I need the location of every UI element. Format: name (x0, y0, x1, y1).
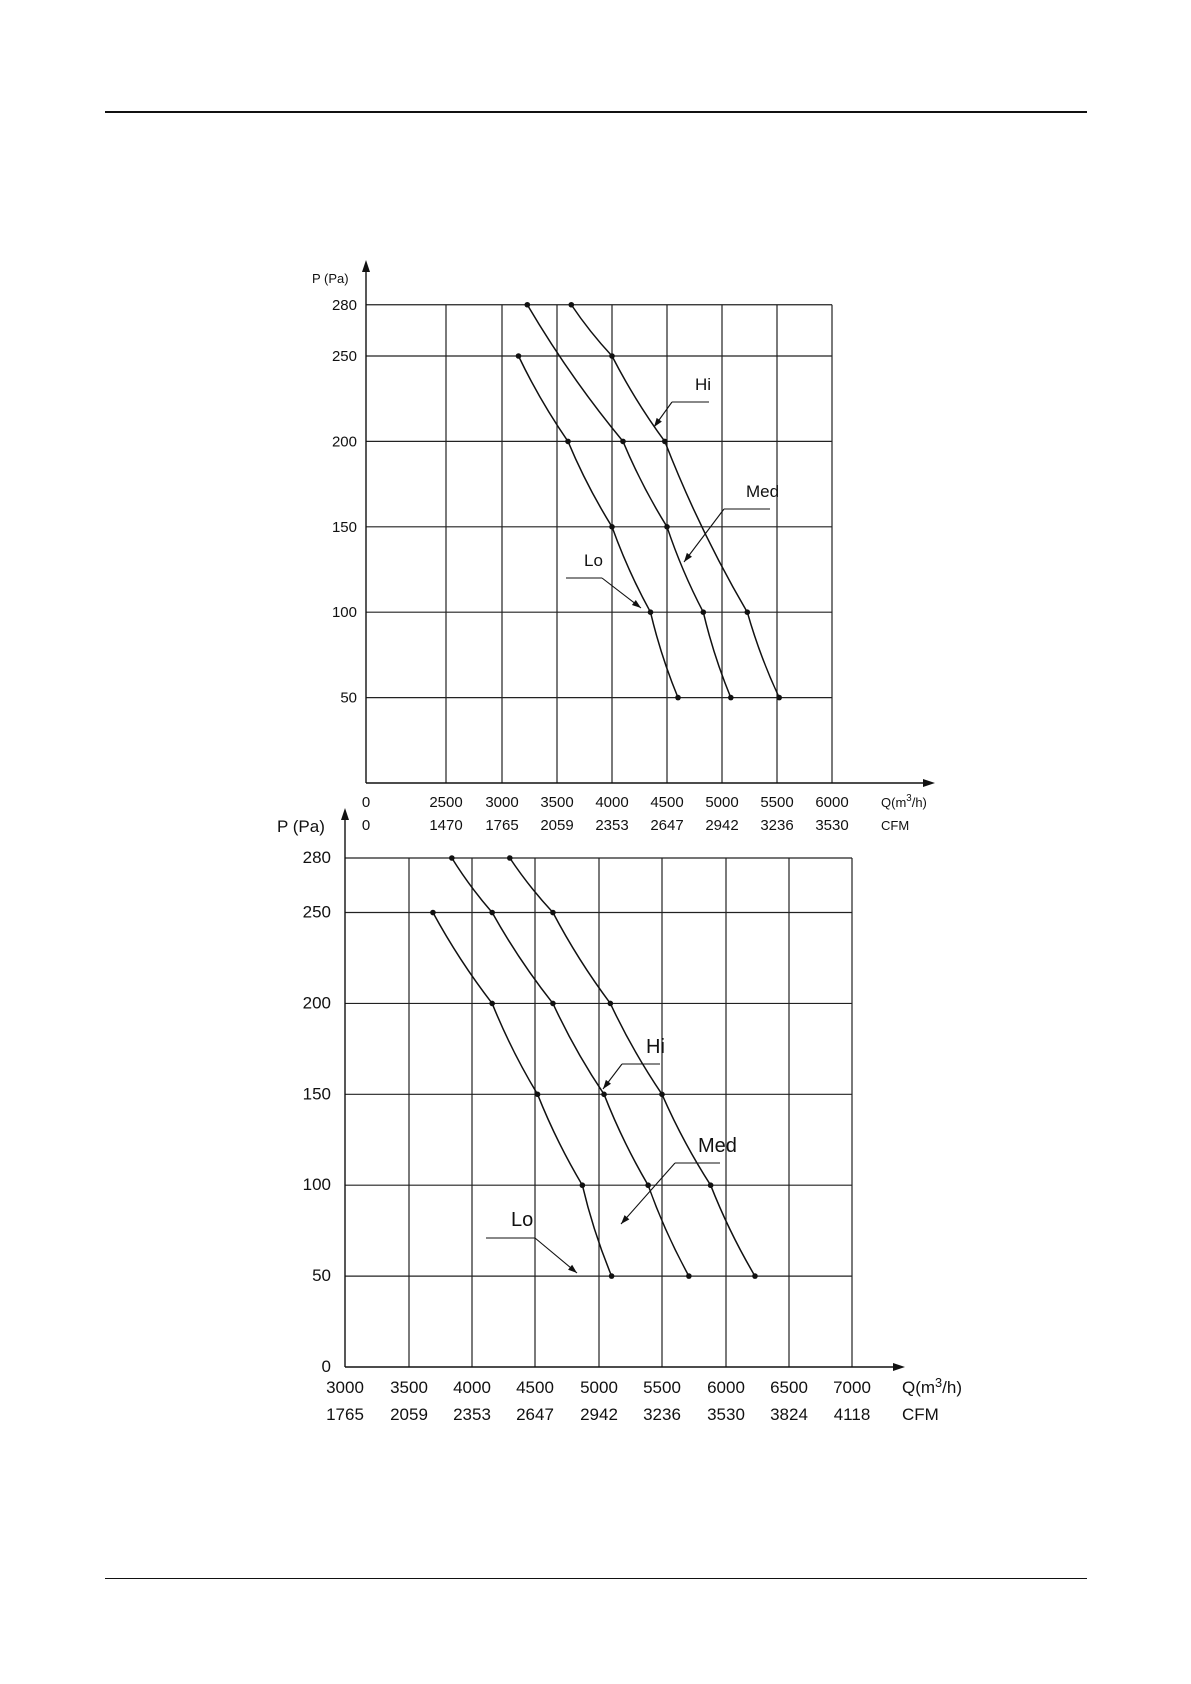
x-tick-label: 3500 (390, 1378, 428, 1397)
y-axis-arrow (362, 260, 370, 272)
leader-arrowhead (654, 418, 662, 427)
x-axis-label-sup: 3 (906, 793, 912, 804)
series-line-med (527, 305, 731, 698)
data-point-hi (569, 302, 575, 308)
x-axis-label-prefix: Q(m (902, 1378, 936, 1397)
cfm-tick-label: 2353 (453, 1405, 491, 1424)
y-tick-label: 0 (321, 1357, 331, 1376)
series-label-hi: Hi (646, 1036, 665, 1058)
x-tick-label: 4000 (595, 794, 629, 811)
x-tick-label: 6000 (707, 1378, 745, 1397)
data-point-lo (516, 353, 522, 359)
x-axis-label (881, 793, 927, 810)
cfm-tick-label: 3236 (760, 817, 794, 834)
data-point-lo (675, 695, 681, 701)
cfm-tick-label: 3236 (643, 1405, 681, 1424)
data-point-lo (565, 439, 571, 445)
data-point-med (449, 855, 455, 861)
data-point-lo (648, 609, 654, 615)
data-point-med (601, 1092, 607, 1098)
data-point-hi (708, 1182, 714, 1188)
data-point-med (525, 302, 531, 308)
x-tick-label: 4500 (650, 794, 684, 811)
data-point-med (489, 910, 495, 916)
cfm-tick-label: 4118 (833, 1405, 871, 1424)
series-line-hi (510, 858, 755, 1276)
x-tick-label: 4000 (453, 1378, 491, 1397)
x-tick-label: 5500 (760, 794, 794, 811)
x-tick-label: 5000 (580, 1378, 618, 1397)
series-line-med (452, 858, 689, 1276)
y-tick-label: 100 (302, 1175, 331, 1195)
data-point-med (686, 1273, 692, 1279)
cfm-tick-label: 1765 (485, 817, 519, 834)
data-point-lo (535, 1092, 541, 1098)
data-point-med (550, 1001, 556, 1007)
y-tick-label: 150 (331, 518, 357, 536)
series-label-med: Med (746, 482, 780, 501)
cfm-axis-label: CFM (881, 818, 910, 833)
data-point-hi (662, 439, 668, 445)
y-tick-label: 50 (312, 1266, 331, 1286)
x-axis-arrow (893, 1363, 905, 1371)
x-axis-label (902, 1375, 962, 1397)
cfm-tick-label: 0 (361, 817, 371, 834)
data-point-hi (608, 1001, 614, 1007)
x-axis-arrow (923, 779, 935, 787)
cfm-tick-label: 2059 (390, 1405, 428, 1424)
cfm-tick-label: 3824 (770, 1405, 808, 1424)
y-tick-label: 100 (331, 604, 357, 622)
leader-arrowhead (684, 553, 692, 562)
y-tick-label: 150 (302, 1084, 331, 1104)
data-point-lo (489, 1001, 495, 1007)
data-point-med (664, 524, 670, 530)
pressure-flow-chart-1 (0, 250, 1191, 850)
x-tick-label: 5000 (705, 794, 739, 811)
x-axis-label-prefix: Q(m (881, 795, 907, 810)
y-tick-label: 50 (340, 689, 357, 707)
x-tick-label: 6000 (815, 794, 849, 811)
leader-arrow-line (621, 1163, 675, 1224)
y-tick-label: 250 (302, 902, 331, 922)
series-label-lo: Lo (584, 551, 603, 570)
series-label-med: Med (698, 1135, 737, 1157)
y-tick-label: 200 (302, 993, 331, 1013)
cfm-tick-label: 2942 (705, 817, 739, 834)
data-point-hi (752, 1273, 758, 1279)
x-axis-label-suffix: /h) (911, 795, 927, 810)
x-tick-label: 4500 (516, 1378, 554, 1397)
leader-arrow-line (684, 509, 724, 562)
y-tick-label: 250 (331, 348, 357, 365)
cfm-tick-label: 2942 (580, 1405, 618, 1424)
data-point-hi (659, 1092, 665, 1098)
y-axis-label: P (Pa) (312, 271, 349, 286)
data-point-lo (430, 910, 436, 916)
cfm-tick-label: 1470 (429, 817, 463, 834)
cfm-tick-label: 1765 (326, 1405, 364, 1424)
header-rule (105, 111, 1087, 113)
data-point-hi (550, 910, 556, 916)
x-tick-label: 3000 (485, 794, 519, 811)
data-point-med (620, 439, 626, 445)
data-point-hi (745, 609, 751, 615)
cfm-tick-label: 2059 (540, 817, 574, 834)
y-tick-label: 280 (331, 296, 357, 314)
x-tick-label: 5500 (643, 1378, 681, 1397)
x-tick-label: 6500 (770, 1378, 808, 1397)
data-point-lo (609, 524, 615, 530)
data-point-med (645, 1182, 651, 1188)
y-tick-label: 280 (302, 847, 331, 867)
data-point-med (728, 695, 734, 701)
x-tick-label: 2500 (429, 794, 463, 811)
footer-rule (105, 1578, 1087, 1579)
leader-arrowhead (603, 1080, 611, 1089)
y-axis-label: P (Pa) (277, 817, 325, 836)
cfm-tick-label: 2353 (595, 817, 629, 834)
x-tick-label: 7000 (833, 1378, 871, 1397)
series-label-lo: Lo (511, 1209, 534, 1231)
x-axis-label-suffix: /h) (942, 1378, 962, 1397)
data-point-lo (609, 1273, 615, 1279)
cfm-tick-label: 3530 (815, 817, 849, 834)
series-label-hi: Hi (695, 375, 712, 394)
x-axis-label-sup: 3 (935, 1375, 943, 1390)
cfm-tick-label: 2647 (516, 1405, 554, 1424)
data-point-hi (776, 695, 782, 701)
cfm-tick-label: 3530 (707, 1405, 745, 1424)
series-line-hi (571, 305, 779, 698)
cfm-axis-label: CFM (902, 1405, 939, 1424)
data-point-med (701, 609, 707, 615)
x-tick-label: 3500 (540, 794, 574, 811)
data-point-hi (507, 855, 513, 861)
x-tick-label: 3000 (326, 1378, 364, 1397)
y-tick-label: 200 (331, 433, 357, 451)
data-point-lo (580, 1182, 586, 1188)
x-tick-label: 0 (361, 794, 371, 811)
leader-arrowhead (632, 600, 641, 608)
cfm-tick-label: 2647 (650, 817, 684, 834)
data-point-hi (609, 353, 615, 359)
